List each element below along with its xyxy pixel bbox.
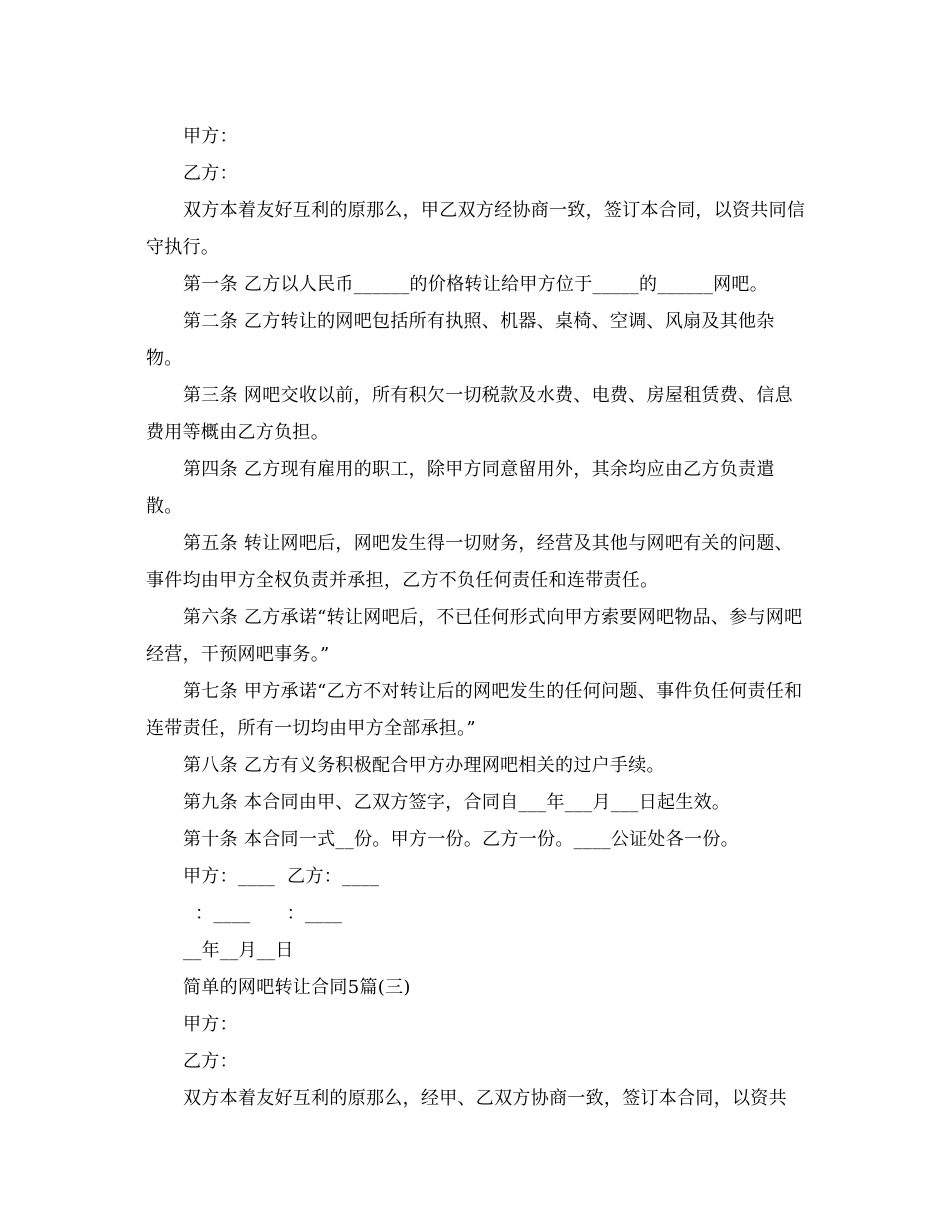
article-3: 第三条 网吧交收以前，所有积欠一切税款及水费、电费、房屋租赁费、信息费用等概由乙方负担。 xyxy=(146,385,793,443)
article-6: 第六条 乙方承诺“转让网吧后，不已任何形式向甲方索要网吧物品、参与网吧经营，干预网吧事务。” xyxy=(146,607,803,665)
signature-line: 甲方：____ 乙方：____ xyxy=(183,866,380,887)
signature-subline: ：____ ：____ xyxy=(183,903,343,924)
preamble-paragraph-2: 双方本着友好互利的原那么，经甲、乙双方协商一致，签订本合同，以资共 xyxy=(183,1088,787,1109)
article-5: 第五条 转让网吧后，网吧发生得一切财务，经营及其他与网吧有关的问题、事件均由甲方全权负责并承担，乙方不负任何责任和连带责任。 xyxy=(146,533,793,591)
party-b-line-2: 乙方： xyxy=(183,1051,238,1072)
party-b-line: 乙方： xyxy=(183,163,238,184)
section-heading: 简单的网吧转让合同5篇(三) xyxy=(183,977,411,998)
article-1: 第一条 乙方以人民币______的价格转让给甲方位于_____的______网吧。 xyxy=(183,274,769,295)
article-4: 第四条 乙方现有雇用的职工，除甲方同意留用外，其余均应由乙方负责遣散。 xyxy=(146,459,775,517)
article-8: 第八条 乙方有义务积极配合甲方办理网吧相关的过户手续。 xyxy=(183,755,665,776)
party-a-line: 甲方： xyxy=(183,126,238,147)
article-10: 第十条 本合同一式__份。甲方一份。乙方一份。____公证处各一份。 xyxy=(183,829,739,850)
article-7: 第七条 甲方承诺“乙方不对转让后的网吧发生的任何问题、事件负任何责任和连带责任，所有一切均由甲方全部承担。” xyxy=(146,681,803,739)
article-9: 第九条 本合同由甲、乙双方签字，合同自___年___月___日起生效。 xyxy=(183,792,731,813)
preamble-paragraph: 双方本着友好互利的原那么，甲乙双方经协商一致，签订本合同，以资共同信守执行。 xyxy=(146,200,806,258)
document-body xyxy=(146,118,806,1117)
article-2: 第二条 乙方转让的网吧包括所有执照、机器、桌椅、空调、风扇及其他杂物。 xyxy=(146,311,775,369)
date-line: __年__月__日 xyxy=(183,940,294,961)
party-a-line-2: 甲方： xyxy=(183,1014,238,1035)
